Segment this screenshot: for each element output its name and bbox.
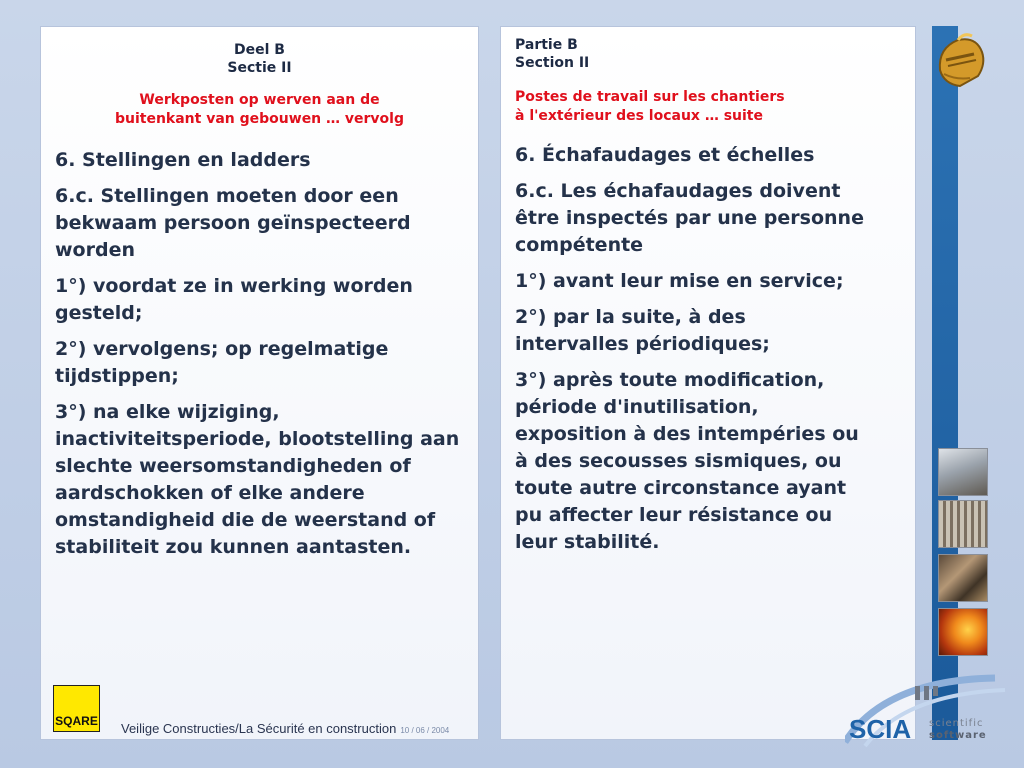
footer-date: 10 / 06 / 2004 — [400, 726, 450, 735]
body-text — [515, 142, 865, 565]
subtitle-line: buitenkant van gebouwen … vervolg — [114, 111, 404, 127]
section-label: Sectie II — [227, 60, 292, 76]
section-header — [515, 36, 589, 72]
section-subtitle — [515, 88, 910, 126]
sqare-logo-label: SQARE — [55, 714, 98, 728]
paragraph: 6.c. Les échafaudages doivent être inspectés par une personne compétente — [515, 180, 864, 256]
french-text-panel — [500, 26, 916, 740]
section-label: Section II — [515, 55, 590, 71]
construction-photo-thumbnail — [938, 448, 988, 496]
paragraph: 2°) par la suite, à des intervalles périodiques; — [515, 306, 770, 355]
sqare-logo-icon — [53, 685, 100, 732]
paragraph: 2°) vervolgens; op regelmatige tijdstippen; — [55, 338, 389, 387]
paragraph: 6.c. Stellingen moeten door een bekwaam persoon geïnspecteerd worden — [55, 185, 411, 261]
footer — [121, 721, 449, 736]
construction-photo-thumbnail — [938, 608, 988, 656]
footer-title: Veilige Constructies/La Sécurité en construction — [121, 721, 397, 736]
paragraph: 3°) après toute modification, période d'inutilisation, exposition à des intempéries ou à des secousses sismiques, ou toute autre circonstance ayant pu affecter leur résistance ou leur stabilité. — [515, 369, 859, 553]
part-label: Partie B — [515, 37, 578, 53]
body-text — [55, 147, 475, 570]
section-header — [41, 41, 478, 77]
dutch-text-panel — [40, 26, 479, 740]
scia-scientific: scientific — [929, 718, 984, 729]
paragraph: 1°) voordat ze in werking worden gesteld; — [55, 275, 413, 324]
scia-logo-icon — [845, 672, 1020, 748]
construction-photo-thumbnail — [938, 554, 988, 602]
subtitle-line: Werkposten op werven aan de — [139, 92, 380, 108]
knight-helmet-logo-icon — [930, 30, 992, 94]
construction-photo-thumbnail — [938, 500, 988, 548]
subtitle-line: à l'extérieur des locaux … suite — [515, 108, 763, 124]
subtitle-line: Postes de travail sur les chantiers — [515, 89, 785, 105]
paragraph: 6. Échafaudages et échelles — [515, 144, 815, 166]
part-label: Deel B — [234, 42, 285, 58]
scia-software: software — [929, 730, 987, 741]
paragraph: 3°) na elke wijziging, inactiviteitsperiode, blootstelling aan slechte weersomstandigheden of aardschokken of elke andere omstandigheid die de weerstand of stabiliteit zou kunnen aantasten. — [55, 401, 460, 558]
paragraph: 6. Stellingen en ladders — [55, 149, 311, 171]
paragraph: 1°) avant leur mise en service; — [515, 270, 844, 292]
scia-wordmark: SCIA — [849, 714, 912, 744]
section-subtitle — [41, 91, 478, 129]
